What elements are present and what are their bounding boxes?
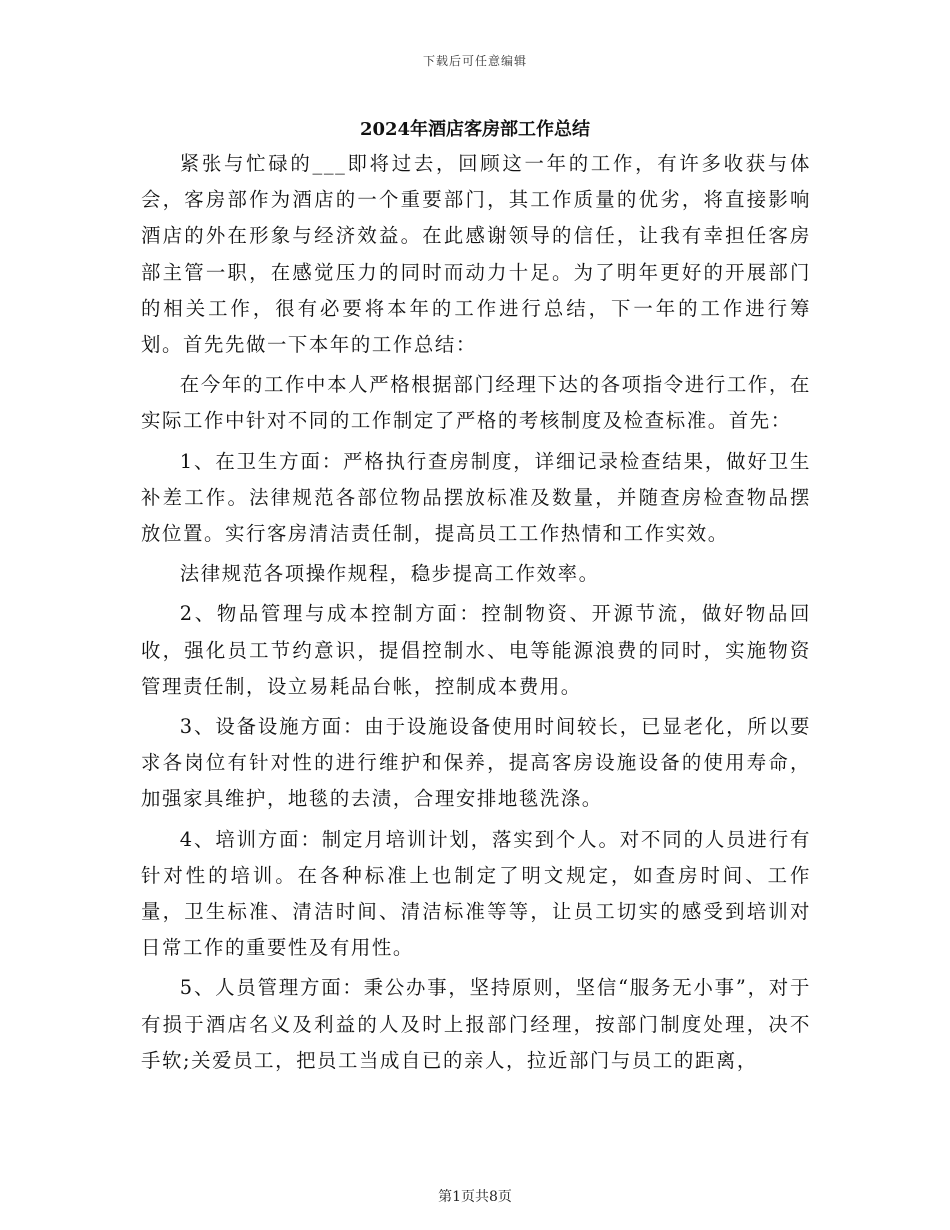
paragraph-staff: 5、人员管理方面：秉公办事，坚持原则，坚信“服务无小事”，对于有损于酒店名义及利益的人及时上报部门经理，按部门制度处理，决不手软;关爱员工，把员工当成自已的亲人，拉近部门与员工的距离，: [141, 976, 811, 1072]
document-body: [141, 146, 811, 1083]
paragraph-facilities: 3、设备设施方面：由于设施设备使用时间较长，已显老化，所以要求各岗位有针对性的进行维护和保养，提高客房设施设备的使用寿命，加强家具维护，地毯的去渍，合理安排地毯洗涤。: [141, 715, 811, 811]
document-title: 2024年酒店客房部工作总结: [359, 119, 591, 140]
paragraph-intro: 紧张与忙碌的___即将过去，回顾这一年的工作，有许多收获与体会，客房部作为酒店的一个重要部门，其工作质量的优劣，将直接影响酒店的外在形象与经济效益。在此感谢领导的信任，让我有幸担任客房部主管一职，在感觉压力的同时而动力十足。为了明年更好的开展部门的相关工作，很有必要将本年的工作进行总结，下一年的工作进行筹划。首先先做一下本年的工作总结：: [141, 152, 811, 357]
header-note: 下载后可任意编辑: [422, 54, 527, 68]
paragraph-hygiene: 1、在卫生方面：严格执行查房制度，详细记录检查结果，做好卫生补差工作。法律规范各部位物品摆放标准及数量，并随查房检查物品摆放位置。实行客房清洁责任制，提高员工工作热情和工作实效。: [141, 449, 811, 546]
paragraph-procedures: 法律规范各项操作规程，稳步提高工作效率。: [179, 562, 600, 586]
paragraph-training: 4、培训方面：制定月培训计划，落实到个人。对不同的人员进行有针对性的培训。在各种标准上也制定了明文规定，如查房时间、工作量，卫生标准、清洁时间、清洁标准等等，让员工切实的感受到培训对日常工作的重要性及有用性。: [141, 827, 811, 960]
paragraph-overview: 在今年的工作中本人严格根据部门经理下达的各项指令进行工作，在实际工作中针对不同的工作制定了严格的考核制度及检查标准。首先：: [141, 373, 811, 433]
page-footer: 第1页共8页: [438, 1189, 512, 1205]
paragraph-materials: 2、物品管理与成本控制方面：控制物资、开源节流，做好物品回收，强化员工节约意识，提倡控制水、电等能源浪费的同时，实施物资管理责任制，设立易耗品台帐，控制成本费用。: [141, 602, 811, 698]
